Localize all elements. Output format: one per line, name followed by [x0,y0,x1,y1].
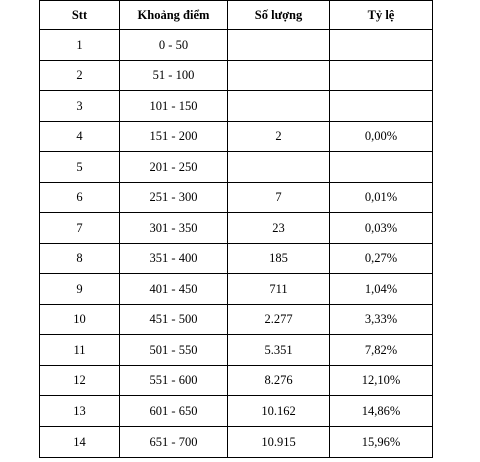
cell-stt: 1 [40,30,120,61]
cell-range: 501 - 550 [120,335,228,366]
cell-ratio [330,60,433,91]
table-row [40,335,433,366]
table-row [40,121,433,152]
cell-ratio: 12,10% [330,365,433,396]
cell-count [228,60,330,91]
table-row [40,304,433,335]
cell-range: 51 - 100 [120,60,228,91]
cell-count [228,91,330,122]
cell-stt: 8 [40,243,120,274]
cell-count [228,30,330,61]
header-stt: Stt [40,1,120,30]
cell-count: 5.351 [228,335,330,366]
cell-range: 551 - 600 [120,365,228,396]
cell-stt: 13 [40,396,120,427]
cell-stt: 10 [40,304,120,335]
table-row [40,182,433,213]
table-row [40,91,433,122]
cell-range: 651 - 700 [120,426,228,457]
cell-count: 7 [228,182,330,213]
cell-range: 401 - 450 [120,274,228,305]
cell-count [228,152,330,183]
table-row [40,243,433,274]
cell-range: 101 - 150 [120,91,228,122]
cell-stt: 3 [40,91,120,122]
cell-ratio: 0,00% [330,121,433,152]
cell-stt: 4 [40,121,120,152]
table-row [40,396,433,427]
table-row [40,30,433,61]
cell-count: 711 [228,274,330,305]
header-ratio: Tỷ lệ [330,1,433,30]
cell-stt: 14 [40,426,120,457]
cell-count: 185 [228,243,330,274]
cell-ratio: 1,04% [330,274,433,305]
table-row [40,152,433,183]
cell-count: 23 [228,213,330,244]
cell-count: 10.915 [228,426,330,457]
header-count: Số lượng [228,1,330,30]
table-row [40,274,433,305]
table-row [40,213,433,244]
cell-count: 2.277 [228,304,330,335]
header-range: Khoảng điểm [120,1,228,30]
cell-range: 251 - 300 [120,182,228,213]
document-page [39,0,433,462]
table-row [40,365,433,396]
cell-range: 201 - 250 [120,152,228,183]
cell-range: 151 - 200 [120,121,228,152]
cell-stt: 11 [40,335,120,366]
cell-ratio: 0,03% [330,213,433,244]
cell-ratio: 15,96% [330,426,433,457]
cell-ratio: 3,33% [330,304,433,335]
cell-range: 451 - 500 [120,304,228,335]
cell-ratio [330,152,433,183]
cell-range: 601 - 650 [120,396,228,427]
cell-stt: 2 [40,60,120,91]
cell-ratio: 0,27% [330,243,433,274]
cell-range: 0 - 50 [120,30,228,61]
cell-count: 10.162 [228,396,330,427]
score-distribution-table [39,0,433,458]
cell-count: 2 [228,121,330,152]
table-body [40,30,433,458]
cell-range: 351 - 400 [120,243,228,274]
cell-stt: 12 [40,365,120,396]
cell-ratio: 7,82% [330,335,433,366]
cell-stt: 6 [40,182,120,213]
cell-stt: 7 [40,213,120,244]
cell-ratio [330,91,433,122]
table-row [40,60,433,91]
cell-count: 8.276 [228,365,330,396]
table-row [40,426,433,457]
cell-stt: 5 [40,152,120,183]
cell-ratio: 0,01% [330,182,433,213]
cell-ratio: 14,86% [330,396,433,427]
table-header-row [40,1,433,30]
cell-range: 301 - 350 [120,213,228,244]
cell-ratio [330,30,433,61]
cell-stt: 9 [40,274,120,305]
